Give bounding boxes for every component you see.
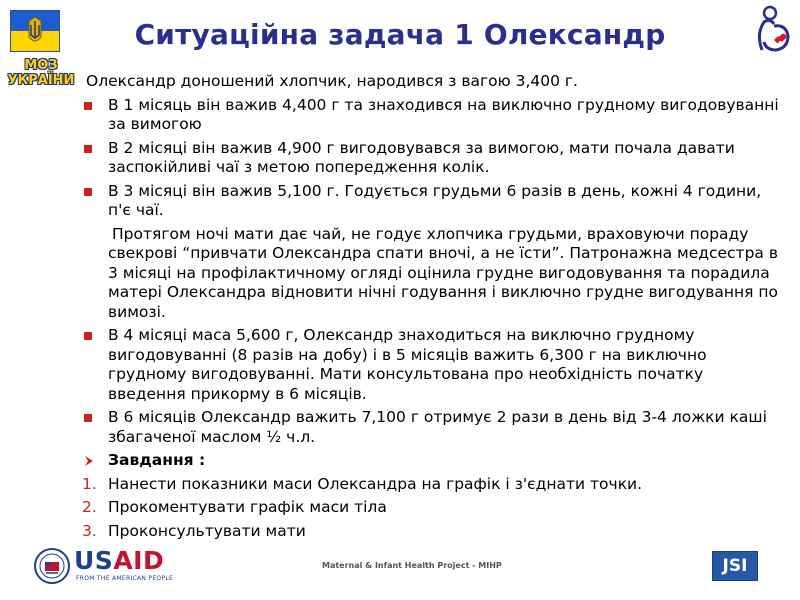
square-bullet-icon: [84, 188, 92, 196]
slide-body: [80, 72, 780, 541]
task-heading: Завдання :: [80, 451, 780, 471]
square-bullet-icon: [84, 102, 92, 110]
usaid-logo: USAID: [74, 546, 165, 575]
continuation-paragraph: Протягом ночі мати дає чай, не годує хлопчика грудьми, враховуючи пораду свекрові “привчати Олександра спати вночі, а не їсти”. Патронажна медсестра в 3 місяці на профілактичному огляді оцінила грудне вигодовування та порадила матері Олександра відновити нічні годування і виключно грудне вигодування по вимозі.: [108, 224, 779, 321]
project-label: Maternal & Infant Health Project - MIHP: [322, 561, 502, 570]
slide-title: Ситуаційна задача 1 Олександр: [134, 18, 666, 51]
ministry-logo-label: МОЗ УКРАЇНИ: [7, 58, 75, 88]
task-item: 3. Проконсультувати мати: [82, 521, 306, 540]
list-item: В 6 місяців Олександр важить 7,100 г отримує 2 рази в день від 3-4 ложки каші збагаченої маслом ½ ч.л.: [80, 408, 780, 447]
list-item: В 4 місяці маса 5,600 г, Олександр знаходиться на виключно грудному вигодовуванні (8 разів на добу) і в 5 місяців важить 6,300 г на виключно грудному вигодовуванні. Мати консультована про необхідність початку введення прикорму в 6 місяців.: [80, 326, 780, 404]
list-item: В 3 місяці він важив 5,100 г. Годується грудьми 6 разів в день, кожні 4 години, п'є чаї.: [80, 182, 780, 221]
task-item: 2. Прокоментувати графік маси тіла: [82, 498, 387, 516]
task-item: 1. Нанести показники маси Олександра на графік і з'єднати точки.: [82, 474, 643, 493]
square-bullet-icon: [84, 332, 92, 340]
intro-text: Олександр доношений хлопчик, народився з вагою 3,400 г.: [86, 72, 578, 90]
square-bullet-icon: [84, 414, 92, 422]
jsi-logo: JSI: [712, 551, 758, 581]
list-item: В 2 місяці він важив 4,900 г вигодовувався за вимогою, мати почала давати заспокійливі чаї з метою попередження колік.: [80, 139, 780, 178]
arrow-bullet-icon: [82, 454, 96, 468]
list-item: В 1 місяць він важив 4,400 г та знаходився на виключно грудному вигодовуванні за вимогою: [80, 96, 780, 135]
usaid-tagline: FROM THE AMERICAN PEOPLE: [76, 575, 174, 582]
usaid-seal-icon: [34, 548, 70, 584]
square-bullet-icon: [84, 145, 92, 153]
